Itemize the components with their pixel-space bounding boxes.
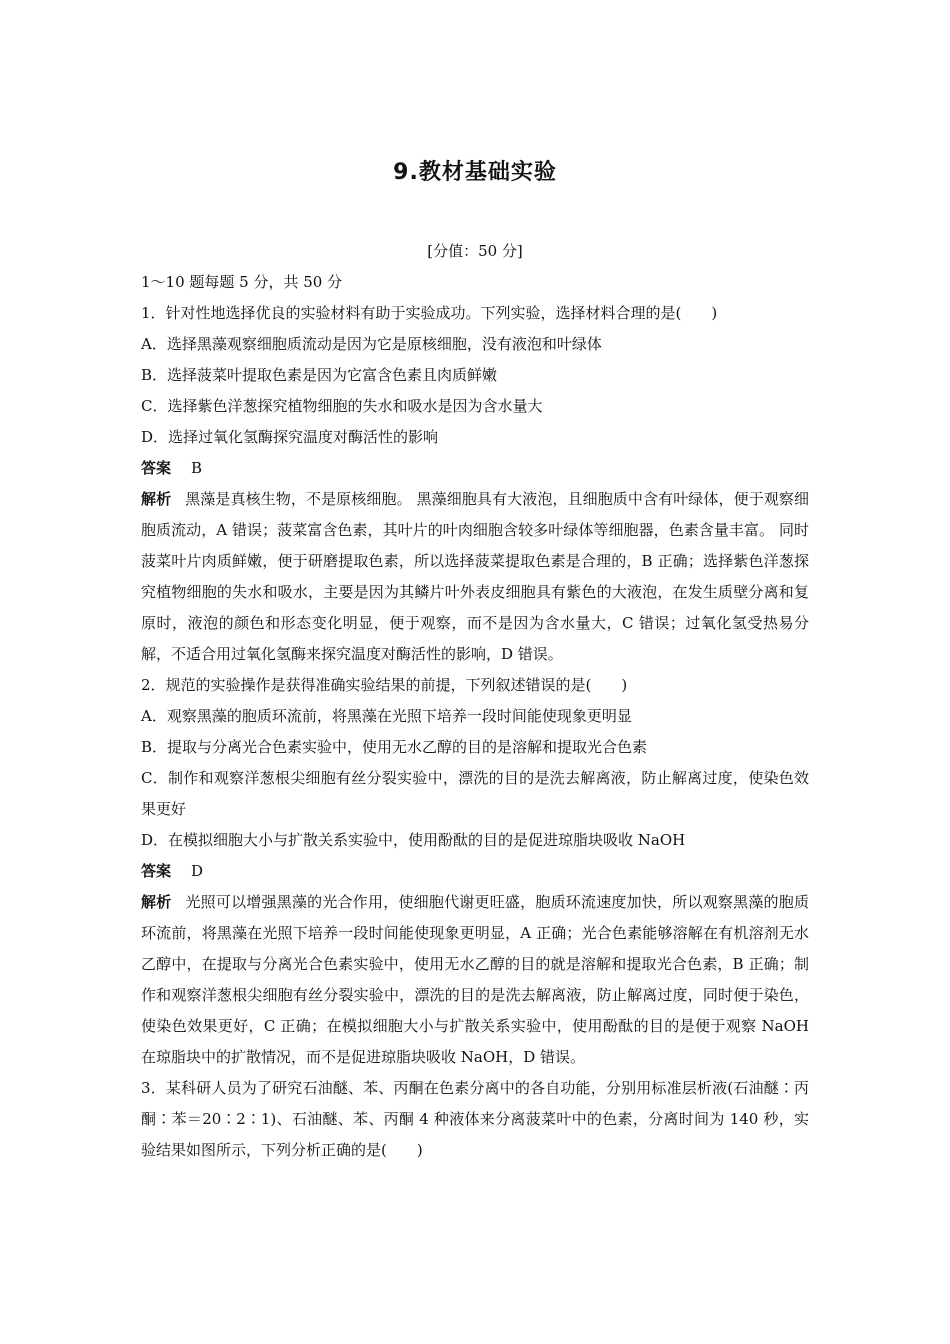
question-3 — [141, 1073, 809, 1166]
question-2 — [141, 670, 809, 1073]
analysis-paragraph — [141, 887, 809, 1073]
score-note: [分值：50 分] — [427, 242, 523, 260]
answer-value: D — [191, 862, 204, 880]
question-1 — [141, 298, 809, 670]
question-stem: 3．某科研人员为了研究石油醚、苯、丙酮在色素分离中的各自功能，分别用标准层析液(石油醚∶丙酮∶苯＝20∶2∶1)、石油醚、苯、丙酮 4 种液体来分离菠菜叶中的色素，分离时间为 140 秒，实验结果如图所示，下列分析正确的是( ) — [141, 1079, 809, 1159]
answer-row — [141, 453, 809, 484]
option-d: D．选择过氧化氢酶探究温度对酶活性的影响 — [141, 428, 439, 446]
analysis-label: 解析 — [141, 893, 172, 911]
analysis-text: 光照可以增强黑藻的光合作用，使细胞代谢更旺盛，胞质环流速度加快，所以观察黑藻的胞质环流前，将黑藻在光照下培养一段时间能使现象更明显，A 正确；光合色素能够溶解在有机溶剂无水乙醇中，在提取与分离光合色素实验中，使用无水乙醇的目的就是溶解和提取光合色素，B 正确；制作和观察洋葱根尖细胞有丝分裂实验中，漂洗的目的是洗去解离液，防止解离过度，同时便于染色，使染色效果更好，C 正确；在模拟细胞大小与扩散关系实验中，使用酚酞的目的是便于观察 NaOH 在琼脂块中的扩散情况，而不是促进琼脂块吸收 NaOH，D 错误。 — [141, 893, 809, 1066]
option-b: B．选择菠菜叶提取色素是因为它富含色素且肉质鲜嫩 — [141, 366, 498, 384]
option-c: C．选择紫色洋葱探究植物细胞的失水和吸水是因为含水量大 — [141, 397, 543, 415]
option-c: C．制作和观察洋葱根尖细胞有丝分裂实验中，漂洗的目的是洗去解离液，防止解离过度，使染色效果更好 — [141, 769, 809, 818]
question-stem: 2．规范的实验操作是获得准确实验结果的前提，下列叙述错误的是( ) — [141, 676, 628, 694]
answer-label: 答案 — [141, 862, 172, 880]
section-intro: 1～10 题每题 5 分，共 50 分 — [141, 273, 343, 291]
analysis-text: 黑藻是真核生物，不是原核细胞。 黑藻细胞具有大液泡，且细胞质中含有叶绿体，便于观察细胞质流动，A 错误；菠菜富含色素，其叶片的叶肉细胞含较多叶绿体等细胞器，色素含量丰富。 同时菠菜叶片肉质鲜嫩，便于研磨提取色素，所以选择菠菜提取色素是合理的，B 正确；选择紫色洋葱探究植物细胞的失水和吸水，主要是因为其鳞片叶外表皮细胞具有紫色的大液泡，在发生质壁分离和复原时，液泡的颜色和形态变化明显，便于观察，而不是因为含水量大，C 错误；过氧化氢受热易分解，不适合用过氧化氢酶来探究温度对酶活性的影响，D 错误。 — [141, 490, 809, 663]
option-a: A．选择黑藻观察细胞质流动是因为它是原核细胞，没有液泡和叶绿体 — [141, 335, 602, 353]
answer-row — [141, 856, 809, 887]
option-a: A．观察黑藻的胞质环流前，将黑藻在光照下培养一段时间能使现象更明显 — [141, 707, 632, 725]
analysis-label: 解析 — [141, 490, 172, 508]
page-title: 9.教材基础实验 — [393, 160, 557, 185]
option-d: D．在模拟细胞大小与扩散关系实验中，使用酚酞的目的是促进琼脂块吸收 NaOH — [141, 831, 686, 849]
question-body — [141, 267, 809, 1166]
option-b: B．提取与分离光合色素实验中，使用无水乙醇的目的是溶解和提取光合色素 — [141, 738, 648, 756]
question-stem: 1．针对性地选择优良的实验材料有助于实验成功。下列实验，选择材料合理的是( ) — [141, 304, 718, 322]
analysis-paragraph — [141, 484, 809, 670]
answer-value: B — [191, 459, 203, 477]
answer-label: 答案 — [141, 459, 172, 477]
